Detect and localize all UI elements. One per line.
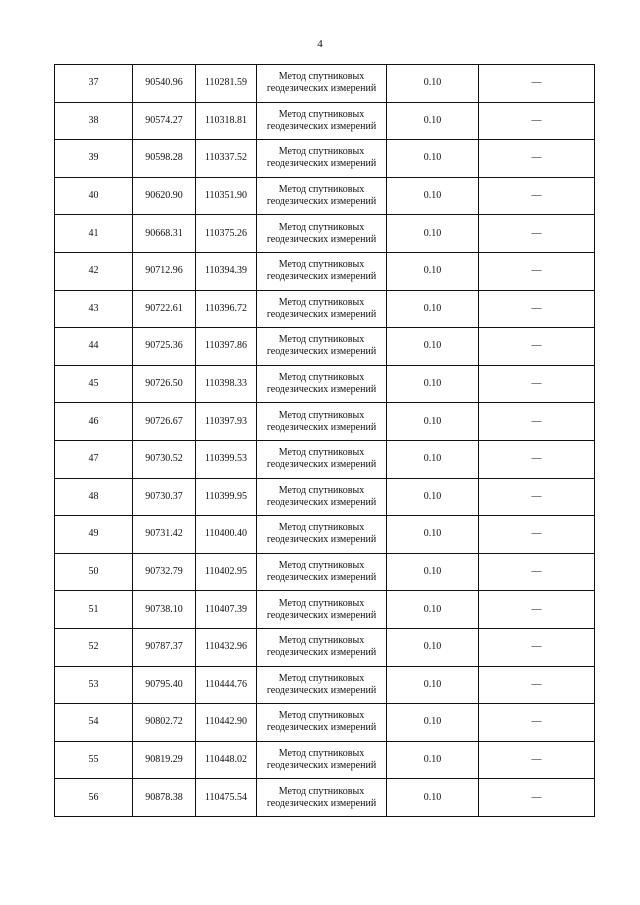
method-line-1: Метод спутниковых <box>278 221 365 233</box>
y-coordinate-cell: 110444.76 <box>196 666 257 704</box>
method-line-2: геодезических измерений <box>266 346 377 358</box>
method-line-2: геодезических измерений <box>266 609 377 621</box>
x-coordinate-cell: 90598.28 <box>133 140 196 178</box>
method-line-1: Метод спутниковых <box>278 184 365 196</box>
description-cell: — <box>479 403 595 441</box>
accuracy-cell: 0.10 <box>387 591 479 629</box>
x-coordinate-cell: 90819.29 <box>133 741 196 779</box>
method-line-2: геодезических измерений <box>266 647 377 659</box>
method-cell <box>257 779 387 817</box>
table-row <box>55 779 595 817</box>
method-cell <box>257 365 387 403</box>
description-cell: — <box>479 102 595 140</box>
description-cell: — <box>479 666 595 704</box>
y-coordinate-cell: 110397.93 <box>196 403 257 441</box>
y-coordinate-cell: 110397.86 <box>196 328 257 366</box>
point-number-cell: 52 <box>55 628 133 666</box>
table-row <box>55 365 595 403</box>
y-coordinate-cell: 110351.90 <box>196 177 257 215</box>
description-cell: — <box>479 440 595 478</box>
y-coordinate-cell: 110442.90 <box>196 704 257 742</box>
table-row <box>55 591 595 629</box>
point-number-cell: 43 <box>55 290 133 328</box>
table-row <box>55 553 595 591</box>
table-row <box>55 215 595 253</box>
method-line-1: Метод спутниковых <box>278 635 365 647</box>
point-number-cell: 50 <box>55 553 133 591</box>
method-line-2: геодезических измерений <box>266 158 377 170</box>
x-coordinate-cell: 90738.10 <box>133 591 196 629</box>
method-cell <box>257 403 387 441</box>
method-line-2: геодезических измерений <box>266 271 377 283</box>
x-coordinate-cell: 90731.42 <box>133 516 196 554</box>
method-cell <box>257 553 387 591</box>
accuracy-cell: 0.10 <box>387 666 479 704</box>
accuracy-cell: 0.10 <box>387 102 479 140</box>
point-number-cell: 48 <box>55 478 133 516</box>
method-line-2: геодезических измерений <box>266 459 377 471</box>
method-cell <box>257 628 387 666</box>
coordinates-table-body <box>55 65 595 817</box>
method-line-1: Метод спутниковых <box>278 409 365 421</box>
page-number: 4 <box>317 38 323 50</box>
description-cell: — <box>479 516 595 554</box>
y-coordinate-cell: 110375.26 <box>196 215 257 253</box>
point-number-cell: 53 <box>55 666 133 704</box>
point-number-cell: 42 <box>55 252 133 290</box>
method-cell <box>257 666 387 704</box>
method-line-2: геодезических измерений <box>266 120 377 132</box>
accuracy-cell: 0.10 <box>387 177 479 215</box>
y-coordinate-cell: 110318.81 <box>196 102 257 140</box>
accuracy-cell: 0.10 <box>387 704 479 742</box>
method-cell <box>257 252 387 290</box>
table-row <box>55 290 595 328</box>
accuracy-cell: 0.10 <box>387 328 479 366</box>
accuracy-cell: 0.10 <box>387 215 479 253</box>
method-line-2: геодезических измерений <box>266 534 377 546</box>
method-cell <box>257 516 387 554</box>
method-cell <box>257 328 387 366</box>
method-line-2: геодезических измерений <box>266 496 377 508</box>
x-coordinate-cell: 90730.37 <box>133 478 196 516</box>
description-cell: — <box>479 177 595 215</box>
method-line-1: Метод спутниковых <box>278 560 365 572</box>
y-coordinate-cell: 110432.96 <box>196 628 257 666</box>
description-cell: — <box>479 704 595 742</box>
accuracy-cell: 0.10 <box>387 741 479 779</box>
method-line-2: геодезических измерений <box>266 684 377 696</box>
accuracy-cell: 0.10 <box>387 290 479 328</box>
method-line-1: Метод спутниковых <box>278 447 365 459</box>
description-cell: — <box>479 140 595 178</box>
y-coordinate-cell: 110398.33 <box>196 365 257 403</box>
point-number-cell: 41 <box>55 215 133 253</box>
x-coordinate-cell: 90732.79 <box>133 553 196 591</box>
description-cell: — <box>479 741 595 779</box>
point-number-cell: 37 <box>55 65 133 103</box>
method-line-1: Метод спутниковых <box>278 484 365 496</box>
y-coordinate-cell: 110400.40 <box>196 516 257 554</box>
accuracy-cell: 0.10 <box>387 478 479 516</box>
x-coordinate-cell: 90540.96 <box>133 65 196 103</box>
table-row <box>55 328 595 366</box>
method-line-2: геодезических измерений <box>266 308 377 320</box>
accuracy-cell: 0.10 <box>387 553 479 591</box>
accuracy-cell: 0.10 <box>387 440 479 478</box>
table-row <box>55 628 595 666</box>
method-line-1: Метод спутниковых <box>278 747 365 759</box>
table-row <box>55 440 595 478</box>
method-line-1: Метод спутниковых <box>278 334 365 346</box>
method-line-1: Метод спутниковых <box>278 785 365 797</box>
x-coordinate-cell: 90787.37 <box>133 628 196 666</box>
method-line-2: геодезических измерений <box>266 196 377 208</box>
x-coordinate-cell: 90878.38 <box>133 779 196 817</box>
y-coordinate-cell: 110399.53 <box>196 440 257 478</box>
accuracy-cell: 0.10 <box>387 516 479 554</box>
method-line-2: геодезических измерений <box>266 421 377 433</box>
method-cell <box>257 290 387 328</box>
y-coordinate-cell: 110399.95 <box>196 478 257 516</box>
method-cell <box>257 102 387 140</box>
y-coordinate-cell: 110394.39 <box>196 252 257 290</box>
table-row <box>55 252 595 290</box>
x-coordinate-cell: 90620.90 <box>133 177 196 215</box>
method-line-2: геодезических измерений <box>266 797 377 809</box>
point-number-cell: 55 <box>55 741 133 779</box>
table-row <box>55 65 595 103</box>
y-coordinate-cell: 110448.02 <box>196 741 257 779</box>
method-line-2: геодезических измерений <box>266 722 377 734</box>
description-cell: — <box>479 65 595 103</box>
method-line-1: Метод спутниковых <box>278 108 365 120</box>
method-line-1: Метод спутниковых <box>278 259 365 271</box>
coordinates-table <box>54 64 595 817</box>
x-coordinate-cell: 90574.27 <box>133 102 196 140</box>
method-line-2: геодезических измерений <box>266 384 377 396</box>
method-cell <box>257 591 387 629</box>
accuracy-cell: 0.10 <box>387 65 479 103</box>
accuracy-cell: 0.10 <box>387 252 479 290</box>
table-row <box>55 741 595 779</box>
table-row <box>55 516 595 554</box>
accuracy-cell: 0.10 <box>387 779 479 817</box>
y-coordinate-cell: 110407.39 <box>196 591 257 629</box>
table-row <box>55 704 595 742</box>
point-number-cell: 45 <box>55 365 133 403</box>
x-coordinate-cell: 90802.72 <box>133 704 196 742</box>
method-line-1: Метод спутниковых <box>278 296 365 308</box>
x-coordinate-cell: 90725.36 <box>133 328 196 366</box>
method-cell <box>257 478 387 516</box>
accuracy-cell: 0.10 <box>387 365 479 403</box>
table-row <box>55 177 595 215</box>
method-line-1: Метод спутниковых <box>278 372 365 384</box>
x-coordinate-cell: 90726.50 <box>133 365 196 403</box>
method-line-2: геодезических измерений <box>266 759 377 771</box>
description-cell: — <box>479 553 595 591</box>
x-coordinate-cell: 90730.52 <box>133 440 196 478</box>
accuracy-cell: 0.10 <box>387 403 479 441</box>
table-row <box>55 102 595 140</box>
method-line-1: Метод спутниковых <box>278 672 365 684</box>
table-row <box>55 140 595 178</box>
point-number-cell: 47 <box>55 440 133 478</box>
point-number-cell: 49 <box>55 516 133 554</box>
point-number-cell: 40 <box>55 177 133 215</box>
x-coordinate-cell: 90726.67 <box>133 403 196 441</box>
point-number-cell: 38 <box>55 102 133 140</box>
method-line-1: Метод спутниковых <box>278 710 365 722</box>
y-coordinate-cell: 110281.59 <box>196 65 257 103</box>
method-cell <box>257 140 387 178</box>
y-coordinate-cell: 110475.54 <box>196 779 257 817</box>
method-line-2: геодезических измерений <box>266 83 377 95</box>
description-cell: — <box>479 478 595 516</box>
method-cell <box>257 440 387 478</box>
x-coordinate-cell: 90668.31 <box>133 215 196 253</box>
table-row <box>55 403 595 441</box>
point-number-cell: 54 <box>55 704 133 742</box>
method-line-1: Метод спутниковых <box>278 146 365 158</box>
method-cell <box>257 704 387 742</box>
description-cell: — <box>479 591 595 629</box>
y-coordinate-cell: 110396.72 <box>196 290 257 328</box>
method-line-2: геодезических измерений <box>266 233 377 245</box>
description-cell: — <box>479 628 595 666</box>
method-line-1: Метод спутниковых <box>278 597 365 609</box>
method-line-1: Метод спутниковых <box>278 522 365 534</box>
point-number-cell: 39 <box>55 140 133 178</box>
y-coordinate-cell: 110402.95 <box>196 553 257 591</box>
method-line-1: Метод спутниковых <box>278 71 365 83</box>
method-cell <box>257 215 387 253</box>
point-number-cell: 44 <box>55 328 133 366</box>
point-number-cell: 46 <box>55 403 133 441</box>
accuracy-cell: 0.10 <box>387 628 479 666</box>
x-coordinate-cell: 90722.61 <box>133 290 196 328</box>
method-cell <box>257 741 387 779</box>
point-number-cell: 56 <box>55 779 133 817</box>
description-cell: — <box>479 365 595 403</box>
description-cell: — <box>479 328 595 366</box>
method-line-2: геодезических измерений <box>266 572 377 584</box>
y-coordinate-cell: 110337.52 <box>196 140 257 178</box>
method-cell <box>257 65 387 103</box>
table-row <box>55 666 595 704</box>
table-row <box>55 478 595 516</box>
description-cell: — <box>479 215 595 253</box>
x-coordinate-cell: 90795.40 <box>133 666 196 704</box>
method-cell <box>257 177 387 215</box>
accuracy-cell: 0.10 <box>387 140 479 178</box>
description-cell: — <box>479 252 595 290</box>
description-cell: — <box>479 290 595 328</box>
x-coordinate-cell: 90712.96 <box>133 252 196 290</box>
description-cell: — <box>479 779 595 817</box>
point-number-cell: 51 <box>55 591 133 629</box>
